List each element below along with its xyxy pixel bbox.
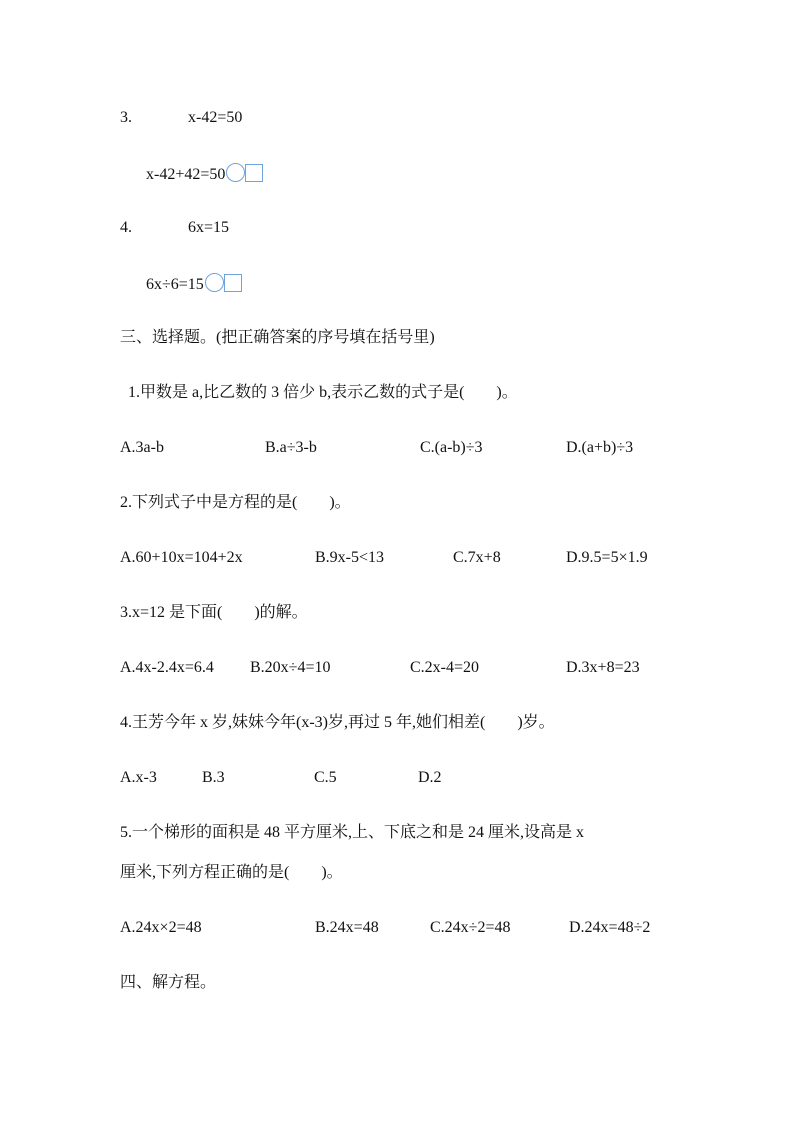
q3-equation: x-42=50 — [188, 109, 243, 126]
mc3-option-c: C.2x-4=20 — [410, 659, 480, 676]
mc4-option-d: D.2 — [418, 769, 442, 786]
mc1-option-a: A.3a-b — [120, 439, 164, 456]
mc4-option-a: A.x-3 — [120, 769, 157, 786]
mc2-option-a: A.60+10x=104+2x — [120, 549, 243, 566]
mc2-option-b: B.9x-5<13 — [315, 549, 385, 566]
mc5-option-b: B.24x=48 — [315, 919, 379, 936]
mc5-option-c: C.24x÷2=48 — [430, 919, 511, 936]
mc5-stem-line2: 厘米,下列方程正确的是( )。 — [120, 864, 343, 881]
mc5-option-d: D.24x=48÷2 — [569, 919, 651, 936]
mc1-stem: 1.甲数是 a,比乙数的 3 倍少 b,表示乙数的式子是( )。 — [128, 384, 518, 401]
mc3-stem: 3.x=12 是下面( )的解。 — [120, 604, 308, 621]
mc5-option-a: A.24x×2=48 — [120, 919, 202, 936]
mc4-option-c: C.5 — [314, 769, 337, 786]
mc4-option-b: B.3 — [202, 769, 225, 786]
answer-square[interactable] — [245, 164, 263, 182]
mc2-option-d: D.9.5=5×1.9 — [566, 549, 648, 566]
q4-step — [146, 273, 242, 295]
q3-number: 3. — [120, 109, 132, 126]
q4-equation: 6x=15 — [188, 219, 230, 236]
mc3-option-b: B.20x÷4=10 — [250, 659, 331, 676]
mc1-option-b: B.a÷3-b — [265, 439, 317, 456]
q3-step-text: x-42+42=50 — [146, 166, 226, 183]
answer-square[interactable] — [224, 274, 242, 292]
q4-number: 4. — [120, 219, 132, 236]
q3-step — [146, 163, 263, 185]
section-four-title: 四、解方程。 — [120, 974, 217, 991]
answer-circle[interactable] — [205, 273, 224, 292]
mc4-stem: 4.王芳今年 x 岁,妹妹今年(x-3)岁,再过 5 年,她们相差( )岁。 — [120, 714, 555, 731]
mc3-option-d: D.3x+8=23 — [566, 659, 640, 676]
mc3-option-a: A.4x-2.4x=6.4 — [120, 659, 214, 676]
section-three-title: 三、选择题。(把正确答案的序号填在括号里) — [120, 329, 435, 346]
mc2-option-c: C.7x+8 — [453, 549, 501, 566]
mc1-option-d: D.(a+b)÷3 — [566, 439, 634, 456]
mc1-option-c: C.(a-b)÷3 — [420, 439, 483, 456]
answer-circle[interactable] — [226, 163, 245, 182]
mc5-stem-line1: 5.一个梯形的面积是 48 平方厘米,上、下底之和是 24 厘米,设高是 x — [120, 824, 585, 841]
mc2-stem: 2.下列式子中是方程的是( )。 — [120, 494, 351, 511]
q4-step-text: 6x÷6=15 — [146, 276, 204, 293]
